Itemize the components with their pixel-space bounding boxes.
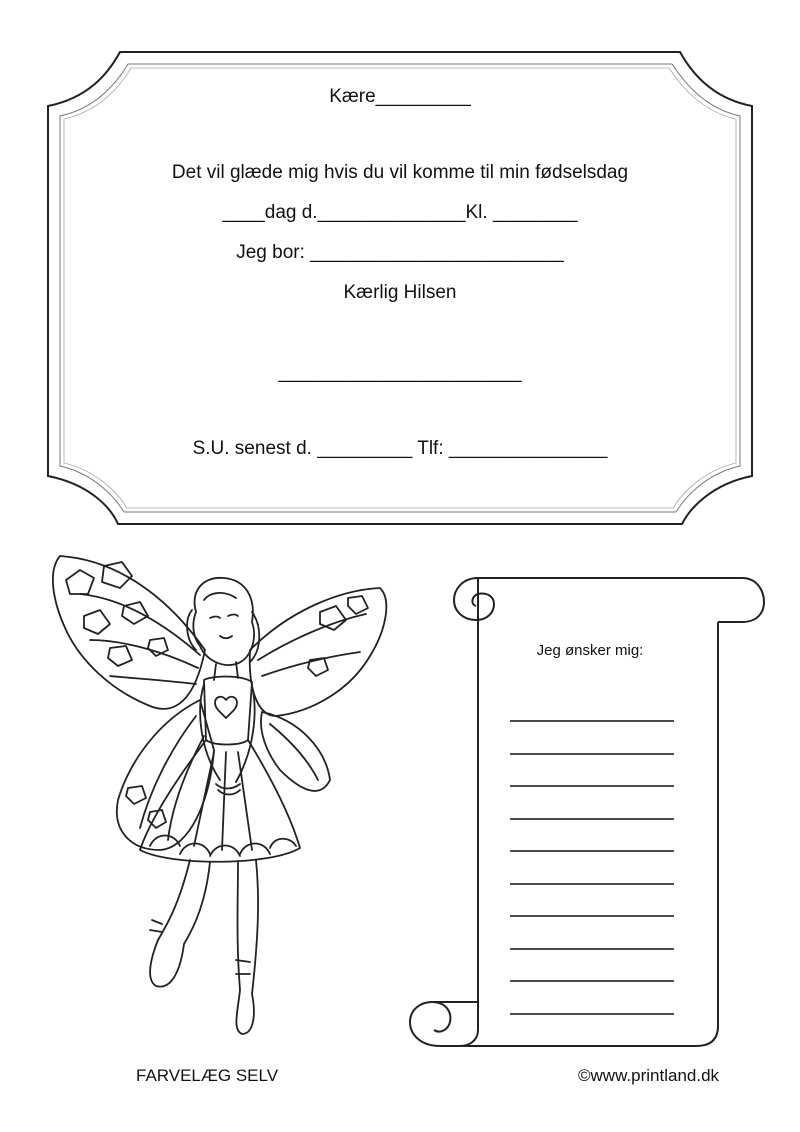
- rsvp-line: S.U. senest d. _________ Tlf: _______________: [192, 438, 608, 459]
- greeting-line: Kære_________: [329, 86, 471, 107]
- footer-coloring-note: FARVELÆG SELV: [136, 1066, 279, 1085]
- wishlist-title: Jeg ønsker mig:: [536, 642, 644, 659]
- wishlist-lines: [510, 721, 674, 1014]
- address-line: Jeg bor: ________________________: [236, 242, 564, 263]
- date-line: ____dag d.______________Kl. ________: [222, 202, 578, 223]
- invite-line: Det vil glæde mig hvis du vil komme til min fødselsdag: [171, 162, 629, 183]
- footer-copyright: ©www.printland.dk: [578, 1066, 720, 1085]
- closing-text: Kærlig Hilsen: [343, 282, 457, 303]
- signature-line: _______________________: [278, 362, 522, 383]
- fairy-illustration: [53, 556, 386, 1034]
